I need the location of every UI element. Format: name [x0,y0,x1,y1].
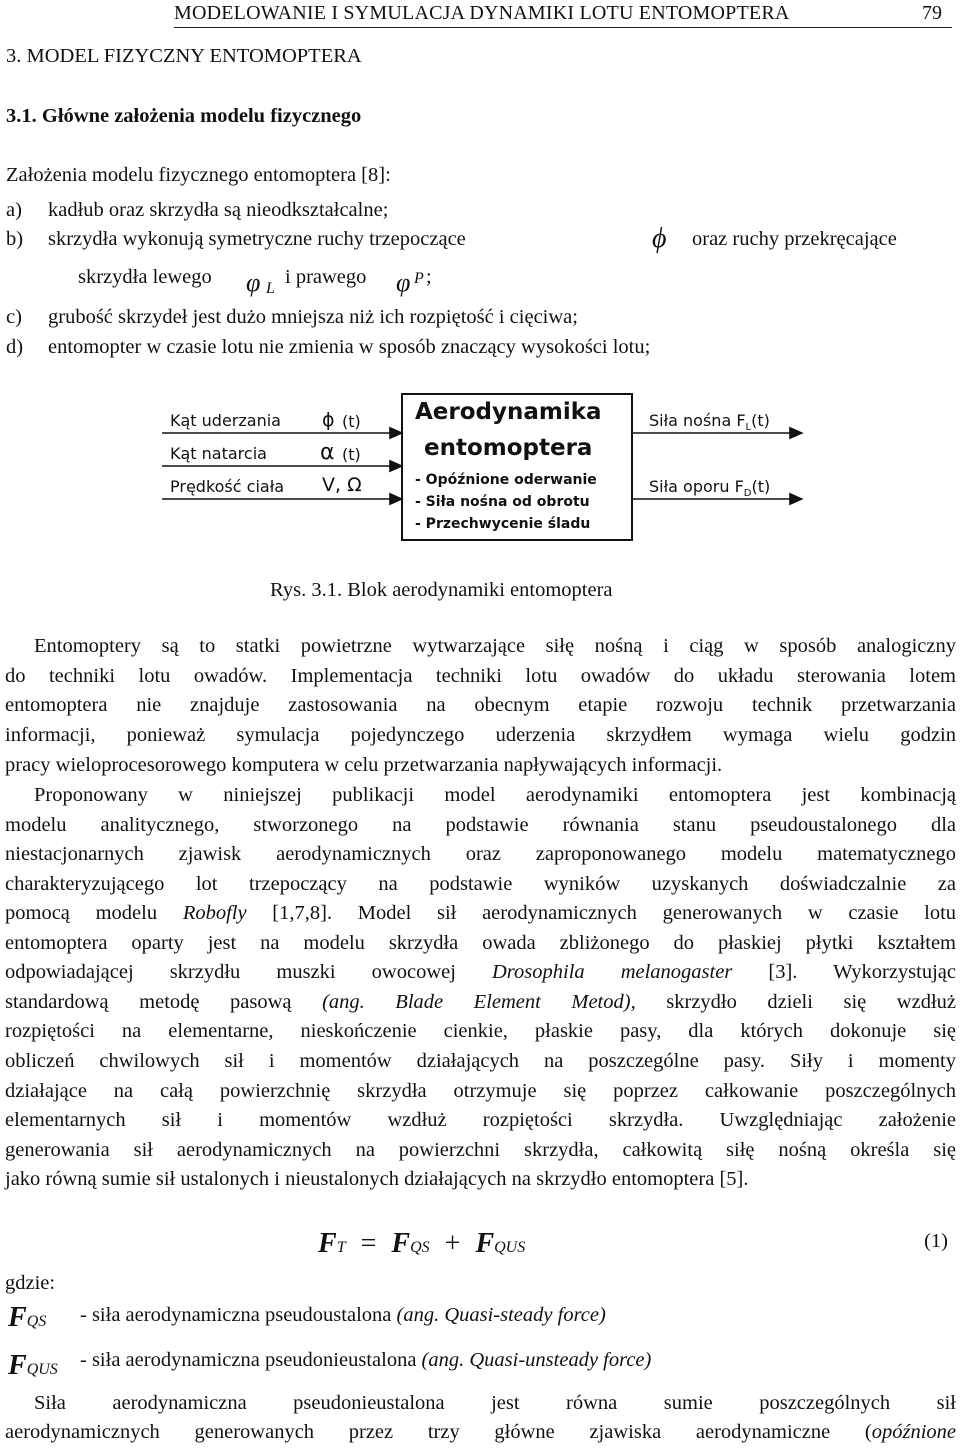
input-label-body-velocity: Prędkość ciała [170,477,285,496]
symbol-F-QUS: FQUS [8,1350,58,1381]
semicolon: ; [426,266,432,288]
paragraph-line: entomoptera nie znajduje zastosowania na obecnym etapie rozwoju technik przetwarzania [5,694,956,716]
equation-number: (1) [924,1230,948,1252]
paragraph-line: Proponowany w niniejszej publikacji model aerodynamiki entomoptera jest kombinacją [34,784,956,806]
paragraph-line: pracy wieloprocesorowego komputera w celu przetwarzania napływających informacji. [5,754,723,776]
list-item-d [6,336,651,359]
block-title-line1: Aerodynamika [415,399,602,425]
definition-F-QUS: - siła aerodynamiczna pseudonieustalona (ang. Quasi-unsteady force) [80,1349,652,1371]
paragraph-line: modelu analitycznego, stworzonego na podstawie równania stanu pseudoustalonego dla [5,814,956,836]
phi-symbol: ϕ [322,409,335,431]
paragraph-line: działające na całą powierzchnię skrzydła otrzymuje się poprzez całkowanie poszczególnych [5,1080,956,1102]
block-item: - Opóźnione oderwanie [415,472,597,488]
output-lift-force: Siła nośna $F_L(t)$ [649,411,770,434]
velocity-omega-symbol: V, Ω [322,474,362,496]
list-text: entomopter w czasie lotu nie zmienia w sposób znaczący wysokości lotu; [48,336,651,358]
list-text: skrzydła wykonują symetryczne ruchy trzepoczące [48,228,466,250]
paragraph-line: do techniki lotu owadów. Implementacja techniki lotu owadów do układu sterowania lotem [5,665,956,687]
paragraph-line: jako równą sumie sił ustalonych i nieustalonych działających na skrzydło entomoptera [5]. [5,1168,749,1190]
paragraph-line: informacji, ponieważ symulacja pojedynczego uderzenia skrzydłem wymaga wielu godzin [5,724,956,746]
output-drag-force: Siła oporu $F_D(t)$ [649,477,771,500]
list-text: kadłub oraz skrzydła są nieodkształcalne; [48,199,389,221]
equation-1: FT = FQS + FQUS [318,1228,526,1259]
assumptions-intro: Założenia modelu fizycznego entomoptera [8]: [6,164,391,186]
paragraph-line: aerodynamicznych generowanych przez trzy główne zjawiska aerodynamiczne (opóźnione [5,1421,956,1443]
robofly-italic: Robofly [182,902,247,924]
phi-right-symbol: φ [396,268,411,297]
page-number: 79 [922,2,942,24]
paragraph-line: rozpiętości na elementarne, nieskończenie cienkie, płaskie pasy, dla których dokonuje się [5,1020,956,1042]
paragraph-line: Siła aerodynamiczna pseudonieustalona jest równa sumie poszczególnych sił [34,1392,956,1414]
paragraph-line: pomocą modelu Robofly [1,7,8]. Model sił aerodynamicznych generowanych w czasie lotu [5,902,957,924]
paragraph-line: entomoptera oparty jest na modelu skrzydła owada zbliżonego do płaskiej płytki kształtem [5,932,956,954]
block-item: - Przechwycenie śladu [415,516,591,532]
header-rule [174,27,952,28]
paragraph-line: elementarnych sił i momentów wzdłuż rozpiętości skrzydła. Uwzględniając założenie [5,1109,956,1131]
symbol-F-QS: FQS [8,1302,47,1333]
paragraph-line: obliczeń chwilowych sił i momentów działających na poszczególne pasy. Siły i momenty [5,1050,956,1072]
block-item: - Siła nośna od obrotu [415,494,590,510]
input-label-attack-angle: Kąt natarcia [170,444,267,463]
section-title: 3. MODEL FIZYCZNY ENTOMOPTERA [6,45,362,67]
paragraph-line: standardową metodę pasową (ang. Blade Element Metod), skrzydło dzieli się wzdłuż [5,991,957,1013]
list-item-b-line2 [78,266,432,297]
list-text-2: oraz ruchy przekręcające [692,228,897,250]
list-label: d) [6,336,24,358]
paragraph-line: odpowiadającej skrzydłu muszki owocowej Drosophila melanogaster [3]. Wykorzystując [5,961,956,983]
input-label-strike-angle: Kąt uderzania [170,411,281,430]
subscript-P: P [414,270,424,287]
list-label: a) [6,199,22,221]
paragraph-line: generowania sił aerodynamicznych na powierzchni skrzydła, całkowitą siłę nośną określa się [5,1139,956,1161]
definition-F-QS: - siła aerodynamiczna pseudoustalona (ang. Quasi-steady force) [80,1304,606,1326]
running-header: MODELOWANIE I SYMULACJA DYNAMIKI LOTU ENTOMOPTERA [174,2,790,24]
list-item-b [6,223,956,254]
subsection-title: 3.1. Główne założenia modelu fizycznego [6,105,362,127]
time-suffix: (t) [342,412,361,431]
phi-symbol: ϕ [652,223,667,254]
subscript-L: L [266,280,275,297]
figure-caption: Rys. 3.1. Blok aerodynamiki entomoptera [270,579,613,601]
paragraph-line: Entomoptery są to statki powietrzne wytwarzające siłę nośną i ciąg w sposób analogiczny [34,635,956,657]
method-italic: (ang. Blade Element Metod), [322,991,636,1013]
paragraph-line: charakteryzującego lot trzepoczący na podstawie wyników uzyskanych doświadczalnie za [5,873,956,895]
block-title-line2: entomoptera [424,435,593,461]
list-text: i prawego [285,266,367,288]
italic-text: opóźnione [871,1421,956,1443]
aerodynamics-block-diagram [162,393,804,543]
list-text: skrzydła lewego [78,266,212,288]
alpha-symbol: α [320,440,335,465]
list-text: grubość skrzydeł jest dużo mniejsza niż ich rozpiętość i cięciwa; [48,306,578,328]
list-label: b) [6,228,24,250]
phi-left-symbol: φ [246,268,261,297]
where-label: gdzie: [5,1272,56,1294]
species-italic: Drosophila melanogaster [492,961,733,983]
time-suffix: (t) [342,445,361,464]
list-item-c [6,306,578,329]
list-label: c) [6,306,22,328]
paragraph-line: niestacjonarnych zjawisk aerodynamicznych oraz zaproponowanego modelu matematycznego [5,843,956,865]
list-item-a [6,199,389,222]
